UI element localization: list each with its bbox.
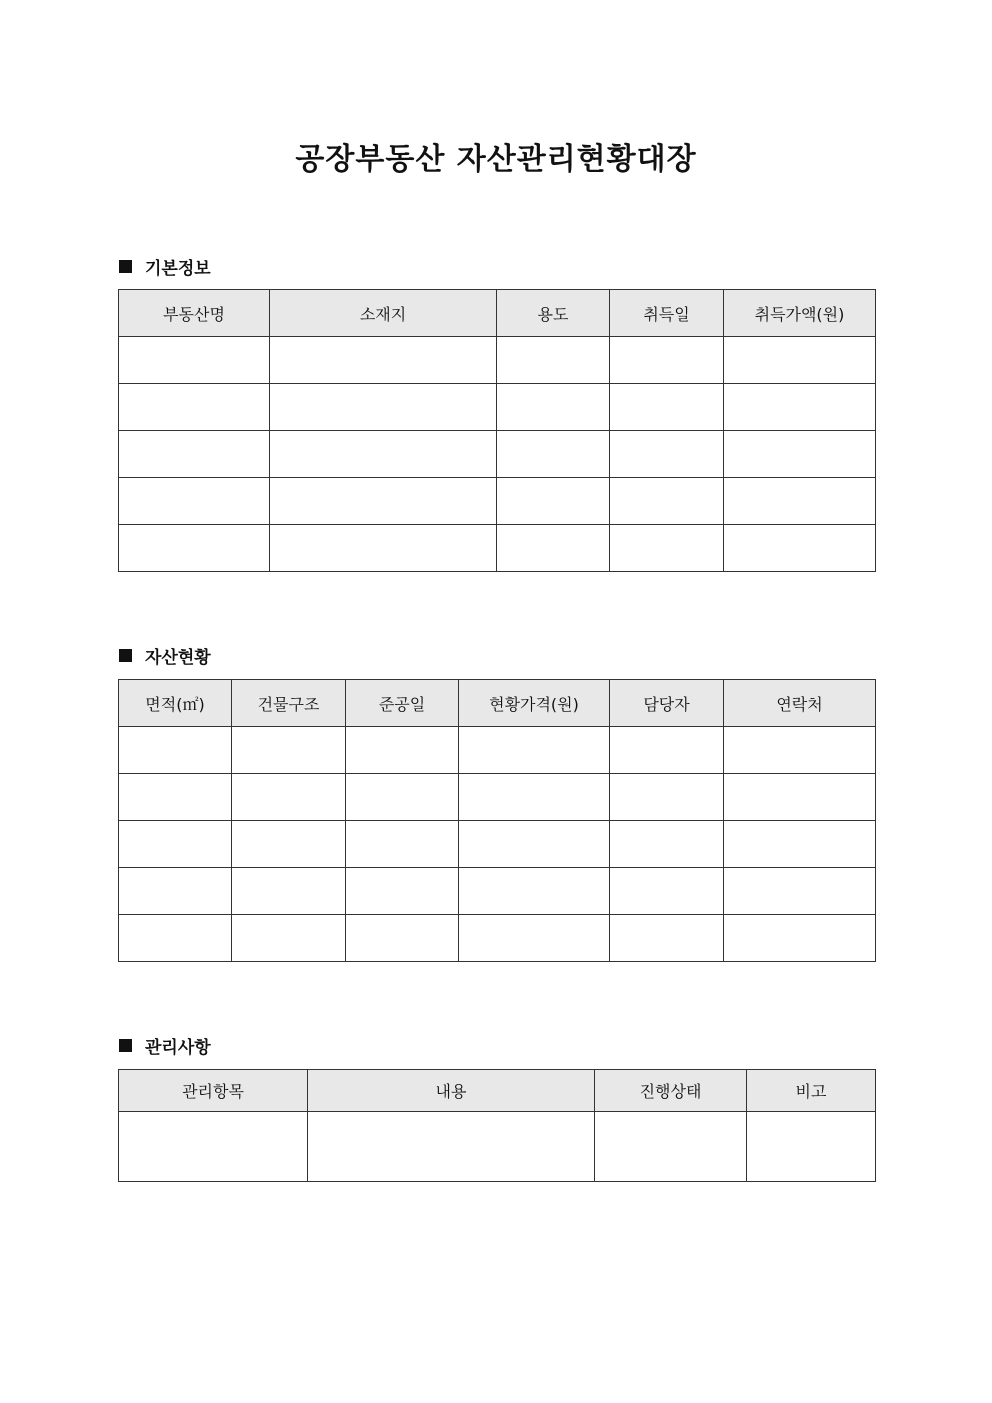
table-cell[interactable] xyxy=(610,915,724,962)
table-cell[interactable] xyxy=(459,774,610,821)
table-cell[interactable] xyxy=(119,1112,308,1182)
square-bullet-icon xyxy=(119,260,132,273)
table-cell[interactable] xyxy=(724,868,876,915)
table-row xyxy=(119,915,876,962)
table-cell[interactable] xyxy=(232,727,346,774)
table-cell[interactable] xyxy=(459,868,610,915)
table-cell[interactable] xyxy=(610,431,724,478)
table-row xyxy=(119,384,876,431)
table-cell[interactable] xyxy=(346,821,459,868)
table-cell[interactable] xyxy=(119,868,232,915)
table-cell[interactable] xyxy=(308,1112,595,1182)
table-cell[interactable] xyxy=(232,915,346,962)
table-cell[interactable] xyxy=(346,727,459,774)
table-cell[interactable] xyxy=(270,337,497,384)
table-row xyxy=(119,337,876,384)
col-header: 취득가액(원) xyxy=(724,290,876,337)
table-cell[interactable] xyxy=(119,915,232,962)
table-row xyxy=(119,821,876,868)
table-cell[interactable] xyxy=(724,431,876,478)
col-header: 부동산명 xyxy=(119,290,270,337)
square-bullet-icon xyxy=(119,649,132,662)
table-cell[interactable] xyxy=(724,525,876,572)
table-row xyxy=(119,774,876,821)
table-cell[interactable] xyxy=(119,821,232,868)
table-header-row xyxy=(119,1070,876,1112)
table-row xyxy=(119,431,876,478)
table-row xyxy=(119,727,876,774)
col-header: 담당자 xyxy=(610,680,724,727)
table-cell[interactable] xyxy=(497,478,610,525)
asset-status-table xyxy=(118,679,876,962)
table-cell[interactable] xyxy=(232,774,346,821)
table-cell[interactable] xyxy=(346,868,459,915)
basic-info-table xyxy=(118,289,876,572)
table-cell[interactable] xyxy=(724,821,876,868)
col-header: 소재지 xyxy=(270,290,497,337)
table-cell[interactable] xyxy=(459,727,610,774)
table-cell[interactable] xyxy=(270,431,497,478)
page-title: 공장부동산 자산관리현황대장 xyxy=(295,142,697,177)
table-cell[interactable] xyxy=(459,821,610,868)
management-table xyxy=(118,1069,876,1182)
col-header: 취득일 xyxy=(610,290,724,337)
col-header: 건물구조 xyxy=(232,680,346,727)
col-header: 진행상태 xyxy=(595,1070,747,1112)
col-header: 준공일 xyxy=(346,680,459,727)
table-cell[interactable] xyxy=(724,727,876,774)
table-row xyxy=(119,868,876,915)
table-cell[interactable] xyxy=(610,821,724,868)
table-cell[interactable] xyxy=(724,915,876,962)
table-cell[interactable] xyxy=(747,1112,876,1182)
table-cell[interactable] xyxy=(119,431,270,478)
table-cell[interactable] xyxy=(346,915,459,962)
table-cell[interactable] xyxy=(497,337,610,384)
table-cell[interactable] xyxy=(610,727,724,774)
table-cell[interactable] xyxy=(595,1112,747,1182)
table-cell[interactable] xyxy=(724,337,876,384)
col-header: 현황가격(원) xyxy=(459,680,610,727)
table-cell[interactable] xyxy=(724,384,876,431)
table-cell[interactable] xyxy=(119,384,270,431)
table-cell[interactable] xyxy=(346,774,459,821)
table-cell[interactable] xyxy=(459,915,610,962)
table-cell[interactable] xyxy=(610,384,724,431)
col-header: 관리항목 xyxy=(119,1070,308,1112)
table-cell[interactable] xyxy=(610,478,724,525)
table-cell[interactable] xyxy=(119,478,270,525)
table-row xyxy=(119,1112,876,1182)
table-cell[interactable] xyxy=(497,384,610,431)
section-management-title xyxy=(119,1033,211,1058)
table-cell[interactable] xyxy=(232,821,346,868)
section-basic-title xyxy=(119,254,211,279)
table-cell[interactable] xyxy=(610,525,724,572)
section-assets-label: 자산현황 xyxy=(145,648,211,668)
table-cell[interactable] xyxy=(270,478,497,525)
table-cell[interactable] xyxy=(497,525,610,572)
table-cell[interactable] xyxy=(119,337,270,384)
table-cell[interactable] xyxy=(119,727,232,774)
col-header: 비고 xyxy=(747,1070,876,1112)
table-cell[interactable] xyxy=(119,774,232,821)
col-header: 용도 xyxy=(497,290,610,337)
table-cell[interactable] xyxy=(270,384,497,431)
col-header: 내용 xyxy=(308,1070,595,1112)
table-header-row xyxy=(119,290,876,337)
table-cell[interactable] xyxy=(232,868,346,915)
section-basic-label: 기본정보 xyxy=(145,259,211,279)
col-header: 면적(㎡) xyxy=(119,680,232,727)
table-cell[interactable] xyxy=(724,774,876,821)
section-management-label: 관리사항 xyxy=(145,1038,211,1058)
square-bullet-icon xyxy=(119,1039,132,1052)
col-header: 연락처 xyxy=(724,680,876,727)
table-row xyxy=(119,525,876,572)
section-assets-title xyxy=(119,643,211,668)
table-cell[interactable] xyxy=(610,337,724,384)
table-cell[interactable] xyxy=(724,478,876,525)
table-cell[interactable] xyxy=(119,525,270,572)
table-cell[interactable] xyxy=(610,868,724,915)
table-header-row xyxy=(119,680,876,727)
table-cell[interactable] xyxy=(497,431,610,478)
table-cell[interactable] xyxy=(270,525,497,572)
table-cell[interactable] xyxy=(610,774,724,821)
table-row xyxy=(119,478,876,525)
